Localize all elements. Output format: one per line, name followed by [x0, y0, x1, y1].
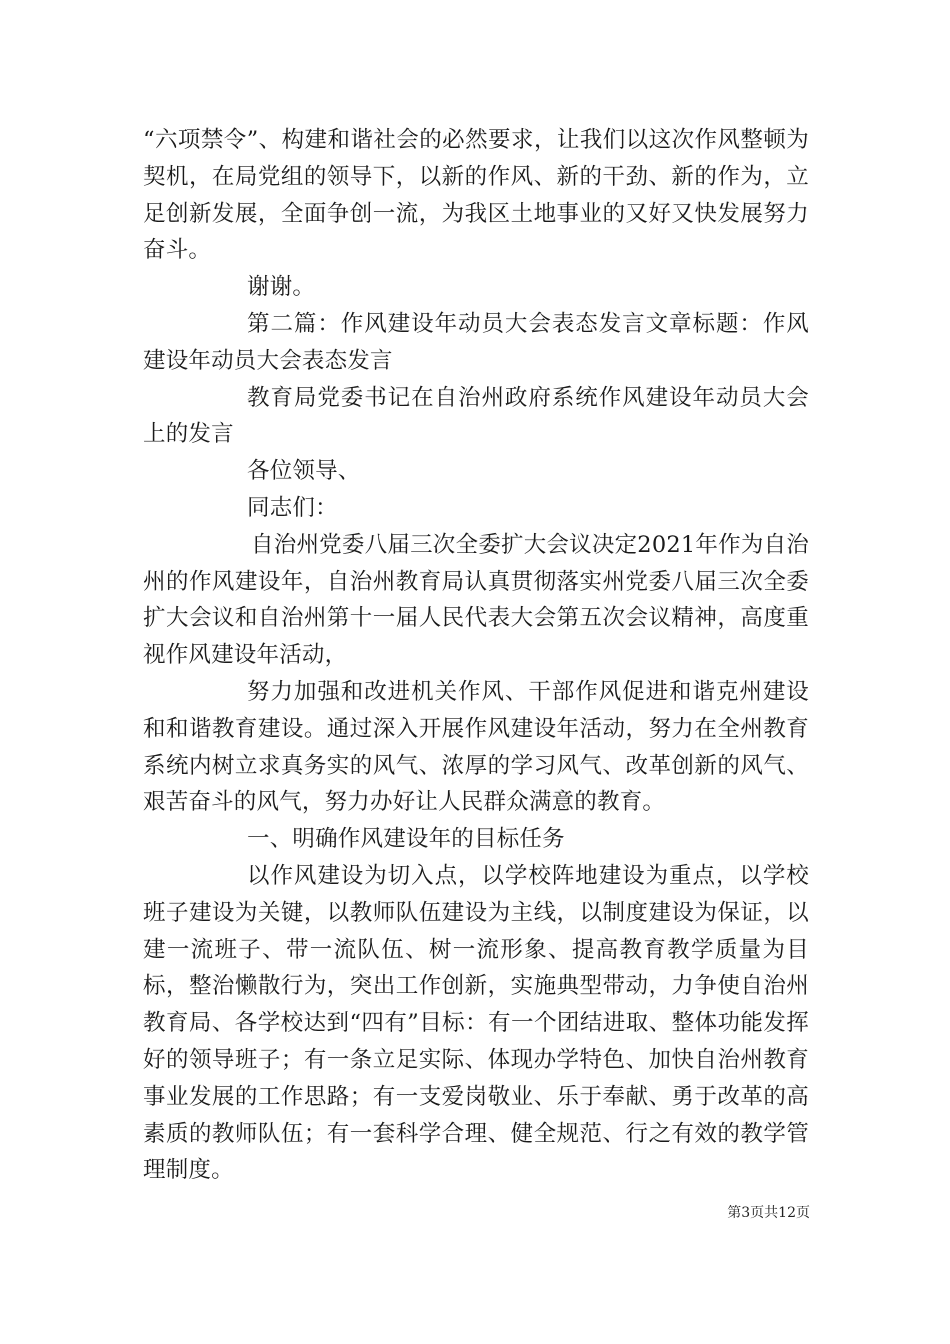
page-number-footer: 第3页共12页	[727, 1205, 810, 1221]
paragraph-section-title: 第二篇：作风建设年动员大会表态发言文章标题：作风建设年动员大会表态发言	[143, 310, 809, 374]
paragraph-continuation: “六项禁令”、构建和谐社会的必然要求，让我们以这次作风整顿为契机，在局党组的领导下，以新的作风、新的干劲、新的作为，立足创新发展，全面争创一流，为我区土地事业的又好又快发展努力奋斗。	[143, 127, 809, 264]
document-body	[143, 122, 809, 1189]
paragraph-thanks: 谢谢。	[247, 274, 316, 301]
paragraph-goals: 努力加强和改进机关作风、干部作风促进和谐克州建设和和谐教育建设。通过深入开展作风建设年活动，努力在全州教育系统内树立求真务实的风气、浓厚的学习风气、改革创新的风气、艰苦奋斗的风气，努力办好让人民群众满意的教育。	[143, 678, 809, 816]
paragraph-salutation-comrades: 同志们：	[247, 494, 338, 521]
paragraph-heading-one: 一、明确作风建设年的目标任务	[247, 826, 565, 853]
paragraph-targets: 以作风建设为切入点，以学校阵地建设为重点，以学校班子建设为关键，以教师队伍建设为主线，以制度建设为保证，以建一流班子、带一流队伍、树一流形象、提高教育教学质量为目标，整治懒散行为，突出工作创新，实施典型带动，力争使自治州教育局、各学校达到“四有”目标：有一个团结进取、整体功能发挥好的领导班子；有一条立足实际、体现办学特色、加快自治州教育事业发展的工作思路；有一支爱岗敬业、乐于奉献、勇于改革的高素质的教师队伍；有一套科学合理、健全规范、行之有效的教学管理制度。	[143, 862, 809, 1184]
paragraph-speech-title: 教育局党委书记在自治州政府系统作风建设年动员大会上的发言	[143, 384, 809, 448]
paragraph-salutation-leaders: 各位领导、	[247, 458, 361, 485]
paragraph-intro: 自治州党委八届三次全委扩大会议决定2021年作为自治州的作风建设年，自治州教育局认真贯彻落实州党委八届三次全委扩大会议和自治州第十一届人民代表大会第五次会议精神，高度重视作风建设年活动，	[143, 531, 809, 669]
